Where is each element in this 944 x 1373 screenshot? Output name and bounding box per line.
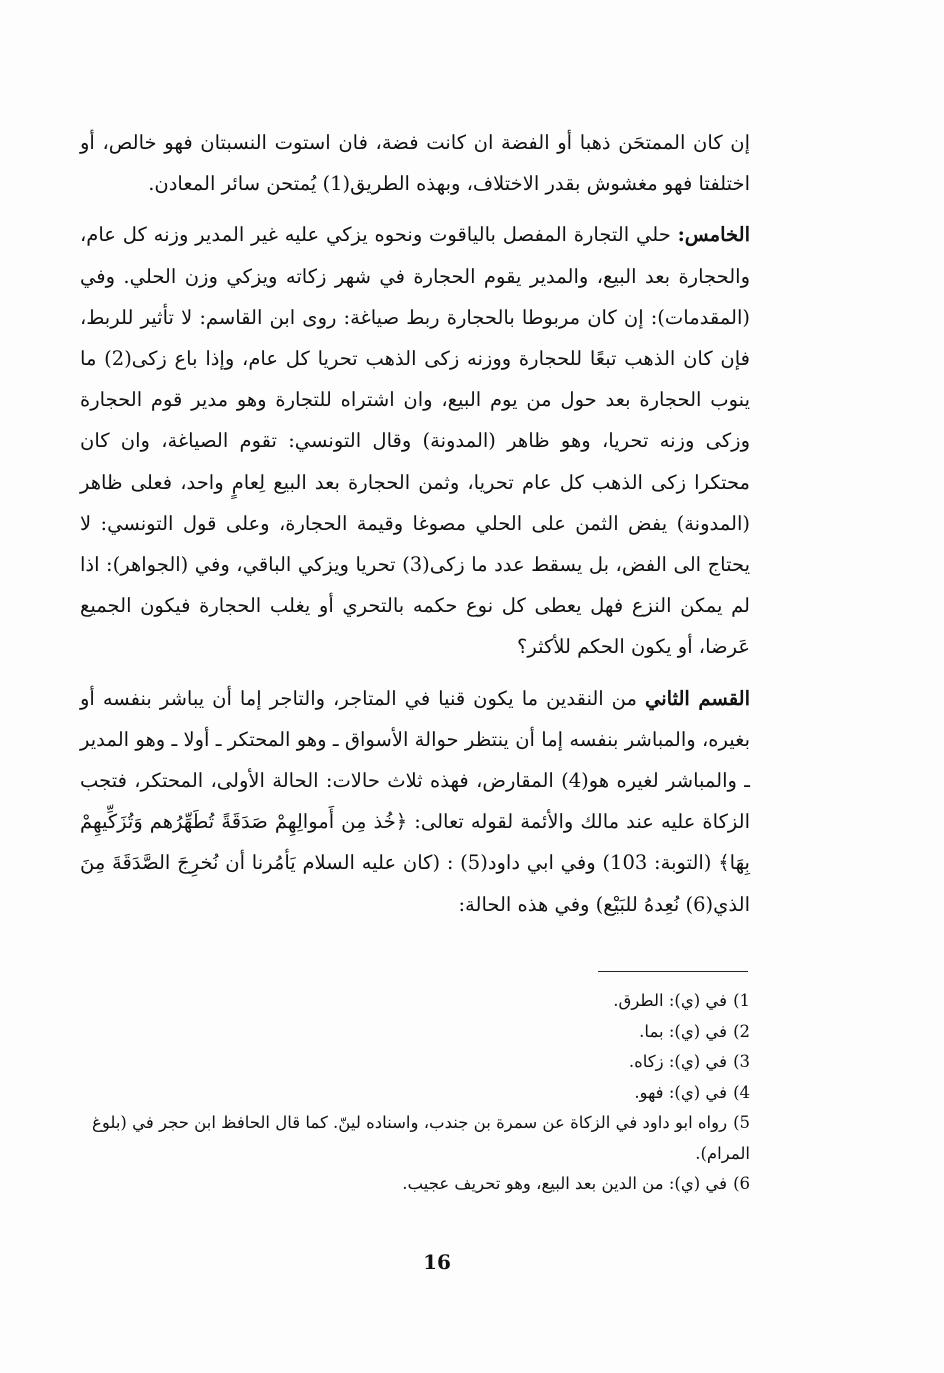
paragraph-3 [80, 678, 750, 925]
footnote-text: في (ي): الطرق. [613, 991, 728, 1010]
footnote-number: 5) [733, 1113, 750, 1132]
footnote-text: في (ي): فهو. [634, 1082, 728, 1102]
page-number: 16 [423, 1250, 451, 1274]
main-text [80, 122, 750, 925]
paragraph-1 [80, 122, 750, 204]
footnote-number: 4) [733, 1082, 750, 1102]
footnote-text: في (ي): زكاه. [628, 1052, 728, 1071]
footnote [80, 1108, 750, 1169]
paragraph-3-lead: القسم الثاني [644, 686, 750, 710]
footnote-number: 6) [733, 1174, 750, 1193]
footnote-text: في (ي): من الدين بعد البيع، وهو تحريف عجيب. [402, 1174, 728, 1193]
paragraph-1-text: إن كان الممتحَن ذهبا أو الفضة ان كانت فضة، فان استوت النسبتان فهو خالص، أو اختلفتا فهو مغشوش بقدر الاختلاف، وبهذه الطريق(1) يُمتحن سائر المعادن. [80, 131, 750, 196]
footnote [80, 986, 750, 1017]
paragraph-2-text: حلي التجارة المفصل بالياقوت ونحوه يزكي عليه غير المدير وزنه كل عام، والحجارة بعد البيع، والمدير يقوم الحجارة في شهر زكاته ويزكي وزن الحلي. وفي (المقدمات): إن كان مربوطا بالحجارة ربط صياغة: روى ابن القاسم: لا تأثير للربط، فإن كان الذهب تبعًا للحجارة ووزنه زكى الذهب تحريا كل عام، وإذا باع زكى(2) ما ينوب الحجارة بعد حول من يوم البيع، وان اشتراه للتجارة وهو مدير قوم الحجارة وزكى وزنه تحريا، وهو ظاهر (المدونة) وقال التونسي: تقوم الصياغة، وان كان محتكرا زكى الذهب كل عام تحريا، وثمن الحجارة بعد البيع لِعامٍ واحد، فعلى ظاهر (المدونة) يفض الثمن على الحلي مصوغا وقيمة الحجارة، وعلى قول التونسي: لا يحتاج الى الفض، بل يسقط عدد ما زكى(3) تحريا ويزكي الباقي، وفي (الجواهر): اذا لم يمكن النزع فهل يعطى كل نوع حكمه بالتحري أو يغلب الحجارة فيكون الجميع عَرضا، أو يكون الحكم للأكثر؟ [80, 223, 750, 659]
footnote-number: 2) [733, 1021, 750, 1041]
footnote [80, 1017, 750, 1048]
footnote-text: في (ي): بما. [639, 1021, 728, 1041]
footnote-number: 1) [733, 991, 750, 1010]
footnote [80, 1078, 750, 1109]
paragraph-2-lead: الخامس: [677, 223, 750, 247]
footnote-divider [598, 971, 748, 972]
footnote-number: 3) [733, 1052, 750, 1071]
footnote [80, 1169, 750, 1200]
footnote [80, 1047, 750, 1078]
paragraph-3-text: من النقدين ما يكون قنيا في المتاجر، والتاجر إما أن يباشر بنفسه أو بغيره، والمباشر بنفسه إما أن ينتظر حوالة الأسواق ـ وهو المحتكر ـ أولا ـ وهو المدير ـ والمباشر لغيره هو(4) المقارض، فهذه ثلاث حالات: الحالة الأولى، المحتكر، فتجب الزكاة عليه عند مالك والأئمة لقوله تعالى: ﴿خُذ مِن أَموالِهِمْ صَدَقَةً تُطَهِّرُهم وَتُزَكِّيهِمْ بِهَا﴾ (التوبة: 103) وفي ابي داود(5) : (كان عليه السلام يَأمُرنا أن نُخرِجَ الصَّدَقَةَ مِنَ الذي(6) نُعِدهُ للبَيْع) وفي هذه الحالة: [80, 686, 750, 916]
footnotes [80, 986, 750, 1200]
paragraph-2 [80, 214, 750, 667]
footnote-text: رواه ابو داود في الزكاة عن سمرة بن جندب، واسناده لينّ. كما قال الحافظ ابن حجر في (بلوغ المرام). [91, 1113, 750, 1163]
